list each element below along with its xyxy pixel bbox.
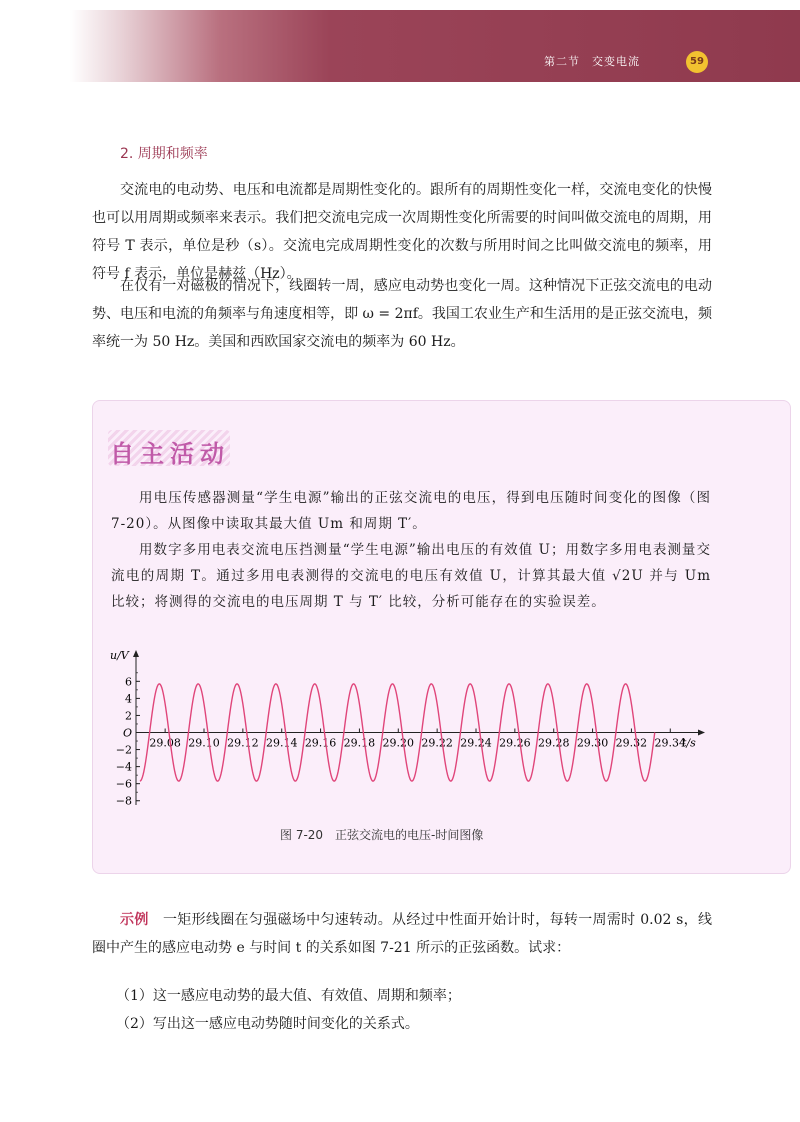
header-section-title: 第二节 交变电流	[544, 55, 640, 68]
activity-paragraph-1: 用电压传感器测量“学生电源”输出的正弦交流电的电压，得到电压随时间变化的图像（图 7-20）。从图像中读取其最大值 Um 和周期 T′。	[111, 490, 711, 532]
y-tick-label: −4	[115, 760, 132, 774]
figure-caption: 图 7-20 正弦交流电的电压-时间图像	[280, 828, 484, 842]
x-tick-label: 29.08	[149, 736, 181, 750]
x-tick-label: 29.24	[460, 736, 492, 750]
example-question-1: （1）这一感应电动势的最大值、有效值、周期和频率；	[116, 988, 461, 1004]
x-tick-label: 29.34	[654, 736, 687, 750]
example-paragraph	[92, 906, 712, 962]
x-tick-label: 29.26	[499, 736, 531, 750]
body-paragraph-1: 交流电的电动势、电压和电流都是周期性变化的。跟所有的周期性变化一样，交流电变化的快慢也可以用周期或频率来表示。我们把交流电完成一次周期性变化所需要的时间叫做交流电的周期，用符号 T 表示，单位是秒（s）。交流电完成周期性变化的次数与所用时间之比叫做交流电的频率，用符号 f 表示，单位是赫兹（Hz）。	[92, 182, 712, 282]
activity-paragraph-2: 用数字多用电表交流电压挡测量“学生电源”输出电压的有效值 U；用数字多用电表测量交流电的周期 T。通过多用电表测得的交流电的电压有效值 U，计算其最大值 √2U 并与 Um 比较；将测得的交流电的电压周期 T 与 T′ 比较，分析可能存在的实验误差。	[111, 542, 711, 610]
y-tick-label: 2	[125, 709, 132, 723]
section-heading: 2. 周期和频率	[120, 146, 208, 162]
x-tick-label: 29.12	[227, 736, 259, 750]
y-axis-arrow	[133, 650, 139, 657]
y-tick-label: 6	[125, 675, 132, 689]
x-tick-label: 29.18	[343, 736, 376, 750]
x-tick-label: 29.32	[615, 736, 648, 750]
example-question-2: （2）写出这一感应电动势随时间变化的关系式。	[116, 1016, 419, 1032]
x-tick-label: 29.10	[188, 736, 220, 750]
x-tick-label: 29.28	[537, 736, 570, 750]
body-paragraph-2: 在仅有一对磁极的情况下，线圈转一周，感应电动势也变化一周。这种情况下正弦交流电的电动势、电压和电流的角频率与角速度相等，即 ω = 2πf。我国工农业生产和生活用的是正弦交流电，频率统一为 50 Hz。美国和西欧国家交流电的频率为 60 Hz。	[92, 278, 712, 350]
page-header-band	[0, 10, 800, 82]
x-axis-arrow	[698, 730, 705, 736]
voltage-time-chart	[100, 645, 720, 815]
x-tick-label: 29.20	[382, 736, 415, 750]
y-tick-label: 4	[125, 692, 132, 706]
x-tick-label: 29.14	[265, 736, 298, 750]
example-text: 一矩形线圈在匀强磁场中匀速转动。从经过中性面开始计时，每转一周需时 0.02 s，线圈中产生的感应电动势 e 与时间 t 的关系如图 7-21 所示的正弦函数。试求：	[92, 912, 713, 956]
x-tick-label: 29.30	[576, 736, 609, 750]
activity-title: 自主活动	[110, 439, 230, 468]
page-number-badge: 59	[686, 51, 708, 73]
x-tick-label: 29.22	[421, 736, 453, 750]
y-tick-label: −6	[115, 777, 132, 791]
x-tick-label: 29.16	[304, 736, 337, 750]
y-tick-label: −8	[115, 794, 132, 808]
origin-label: O	[123, 726, 133, 740]
example-label: 示例	[120, 912, 149, 928]
chart-axes	[110, 649, 705, 805]
x-axis-label: t/s	[682, 736, 696, 750]
y-tick-label: −2	[115, 743, 132, 757]
y-axis-label: u/V	[110, 649, 129, 662]
